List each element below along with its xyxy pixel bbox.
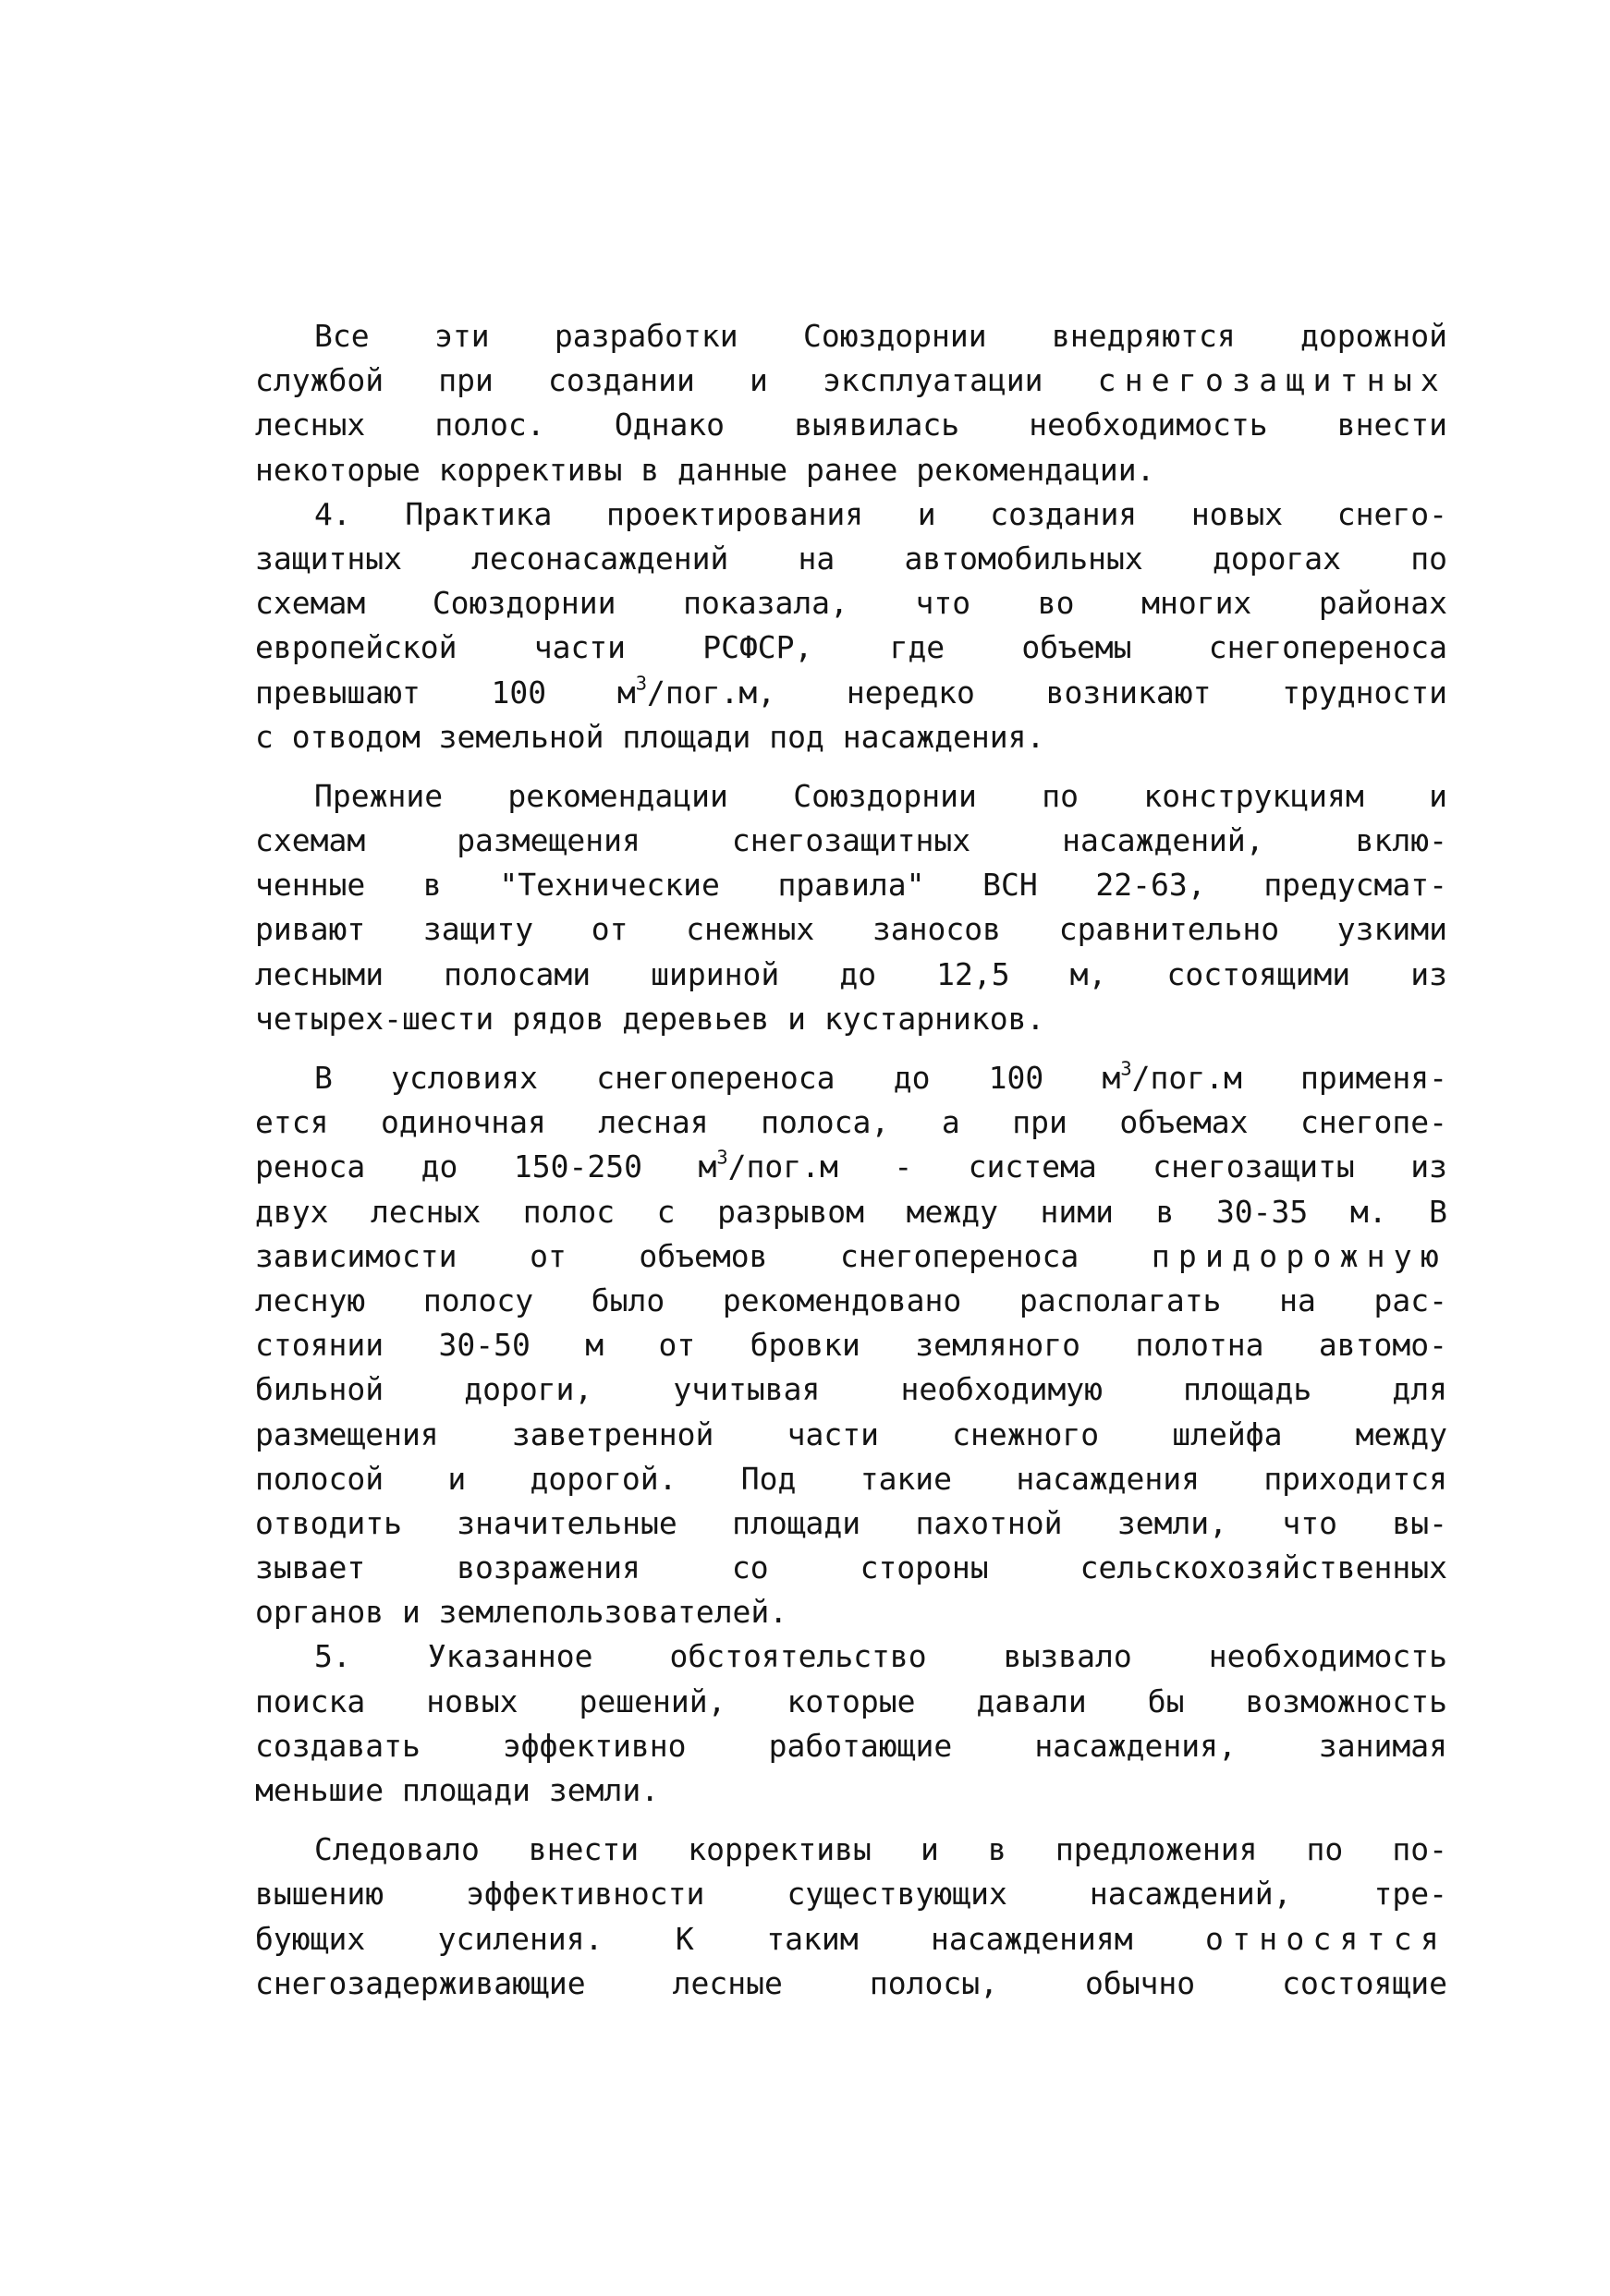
body-text [255,314,1447,2006]
superscript: 3 [716,1147,728,1170]
text-line: отводить значительные площади пахотной земли, что вы- [255,1504,1447,1541]
text-line: создавать эффективно работающие насаждения, занимая [255,1727,1447,1764]
text-line: некоторые коррективы в данные ранее рекомендации. [255,451,1155,488]
text-line: ется одиночная лесная полоса, а при объемах снегопе- [255,1104,1447,1141]
text-line: бующих усиления. К таким насаждениям относятся [255,1920,1447,1957]
text-line: В условиях снегопереноса до 100 $м^3/пог.м$ применя- [314,1057,1447,1096]
text-line: Прежние рекомендации Союздорнии по конструкциям и [314,777,1447,814]
text-line: схемам Союздорнии показала, что во многих районах [255,585,1447,622]
text-line: реноса до 150-250 $м^3/пог.м$ - система снегозащиты из [255,1147,1447,1185]
text-line: бильной дороги, учитывая необходимую площадь для [255,1371,1447,1408]
text-line: поиска новых решений, которые давали бы возможность [255,1683,1447,1719]
text-line: ривают защиту от снежных заносов сравнительно узкими [255,911,1447,948]
spaced-word: снегозащитных [1097,362,1447,399]
text-line: вышению эффективности существующих насаждений, тре- [255,1876,1447,1913]
spaced-word: придорожную [1151,1237,1447,1274]
text-line: лесных полос. Однако выявилась необходимость внести [255,407,1447,443]
text-line: лесную полосу было рекомендовано располагать на рас- [255,1282,1447,1318]
text-line: с отводом земельной площади под насаждения. [255,718,1045,755]
text-line: превышают 100 $м^3/пог.м$, нередко возникают трудности [255,672,1447,711]
superscript: 3 [1120,1057,1132,1080]
text-line: Все эти разработки Союздорнии внедряются дорожной [314,318,1447,354]
text-line: службой при создании и эксплуатации снегозащитных [255,362,1447,399]
text-line: меньшие площади земли. [255,1772,660,1808]
text-line: зывает возражения со стороны сельскохозяйственных [255,1549,1447,1586]
text-line: ченные в "Технические правила" ВСН 22-63, предусмат- [255,867,1447,904]
text-line: размещения заветренной части снежного шлейфа между [255,1415,1447,1452]
text-line: снегозадерживающие лесные полосы, обычно состоящие [255,1964,1447,2001]
text-line: европейской части РСФСР, где объемы снегопереноса [255,629,1447,666]
text-line: четырех-шести рядов деревьев и кустарников. [255,1000,1045,1037]
text-line: лесными полосами шириной до 12,5 м, состоящими из [255,955,1447,992]
text-line: органов и землепользователей. [255,1594,788,1631]
text-line: 4. Практика проектирования и создания новых снего- [314,495,1447,532]
superscript: 3 [635,672,648,695]
text-line: стоянии 30-50 м от бровки земляного полотна автомо- [255,1327,1447,1364]
text-line: Следовало внести коррективы и в предложения по по- [314,1831,1447,1868]
spaced-word: относятся [1205,1920,1447,1957]
text-line: двух лесных полос с разрывом между ними в 30-35 м. В [255,1193,1447,1230]
text-line: защитных лесонасаждений на автомобильных дорогах по [255,540,1447,577]
text-line: 5. Указанное обстоятельство вызвало необходимость [314,1638,1447,1675]
text-line: схемам размещения снегозащитных насаждений, вклю- [255,822,1447,859]
text-line: зависимости от объемов снегопереноса придорожную [255,1237,1447,1274]
text-line: полосой и дорогой. Под такие насаждения приходится [255,1460,1447,1497]
